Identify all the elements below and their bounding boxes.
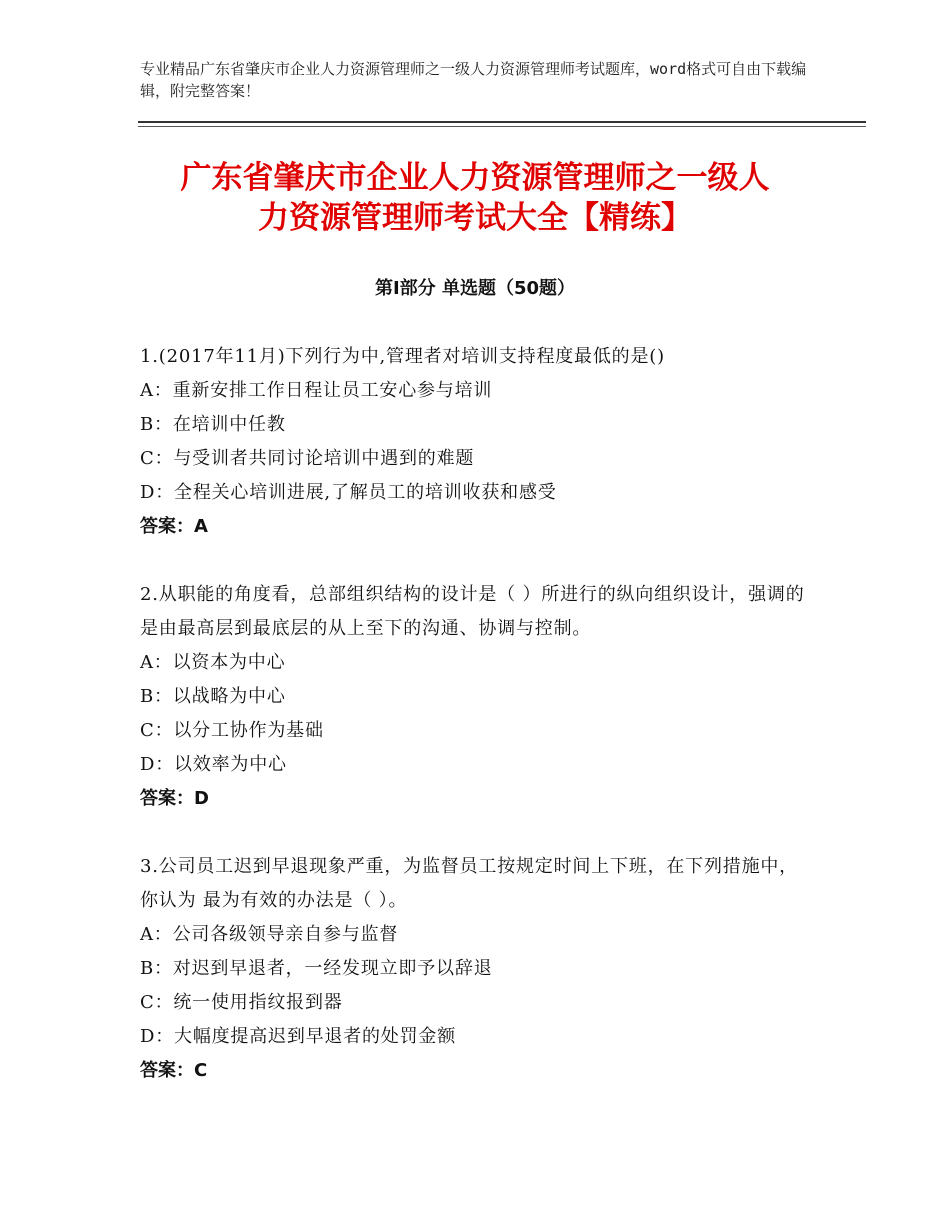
- answer-label: 答案：A: [140, 516, 208, 537]
- option-b: B：以战略为中心: [140, 686, 286, 707]
- header-divider-thin: [138, 126, 866, 127]
- question-stem: 3.公司员工迟到早退现象严重，为监督员工按规定时间上下班，在下列措施中，你认为 最为有效的办法是（ ）。: [140, 856, 798, 911]
- option-a: A：重新安排工作日程让员工安心参与培训: [140, 380, 493, 401]
- option-a: A：公司各级领导亲自参与监督: [140, 924, 399, 945]
- header-divider: [138, 121, 866, 123]
- question-item: [140, 578, 812, 816]
- option-c: C：以分工协作为基础: [140, 720, 324, 741]
- question-stem: 2.从职能的角度看，总部组织结构的设计是（ ）所进行的纵向组织设计，强调的是由最高层到最底层的从上至下的沟通、协调与控制。: [140, 584, 805, 639]
- option-d: D：大幅度提高迟到早退者的处罚金额: [140, 1026, 457, 1047]
- option-b: B：在培训中任教: [140, 414, 286, 435]
- question-item: [140, 850, 812, 1088]
- answer-label: 答案：C: [140, 1060, 208, 1081]
- option-d: D：全程关心培训进展,了解员工的培训收获和感受: [140, 482, 557, 503]
- option-c: C：统一使用指纹报到器: [140, 992, 343, 1013]
- document-title-line-2: 力资源管理师考试大全【精练】: [258, 200, 692, 236]
- question-item: [140, 340, 812, 544]
- question-stem: 1.(2017年11月)下列行为中,管理者对培训支持程度最低的是(): [140, 346, 665, 367]
- option-b: B：对迟到早退者，一经发现立即予以辞退: [140, 958, 493, 979]
- question-list: [140, 340, 812, 1122]
- section-heading: 第Ⅰ部分 单选题（50题）: [374, 278, 575, 299]
- document-title: [120, 158, 830, 238]
- document-title-line-1: 广东省肇庆市企业人力资源管理师之一级人: [180, 160, 770, 196]
- option-a: A：以资本为中心: [140, 652, 286, 673]
- option-c: C：与受训者共同讨论培训中遇到的难题: [140, 448, 475, 469]
- header-note: 专业精品广东省肇庆市企业人力资源管理师之一级人力资源管理师考试题库，word格式可自由下载编辑，附完整答案！: [140, 60, 807, 100]
- option-d: D：以效率为中心: [140, 754, 287, 775]
- answer-label: 答案：D: [140, 788, 209, 809]
